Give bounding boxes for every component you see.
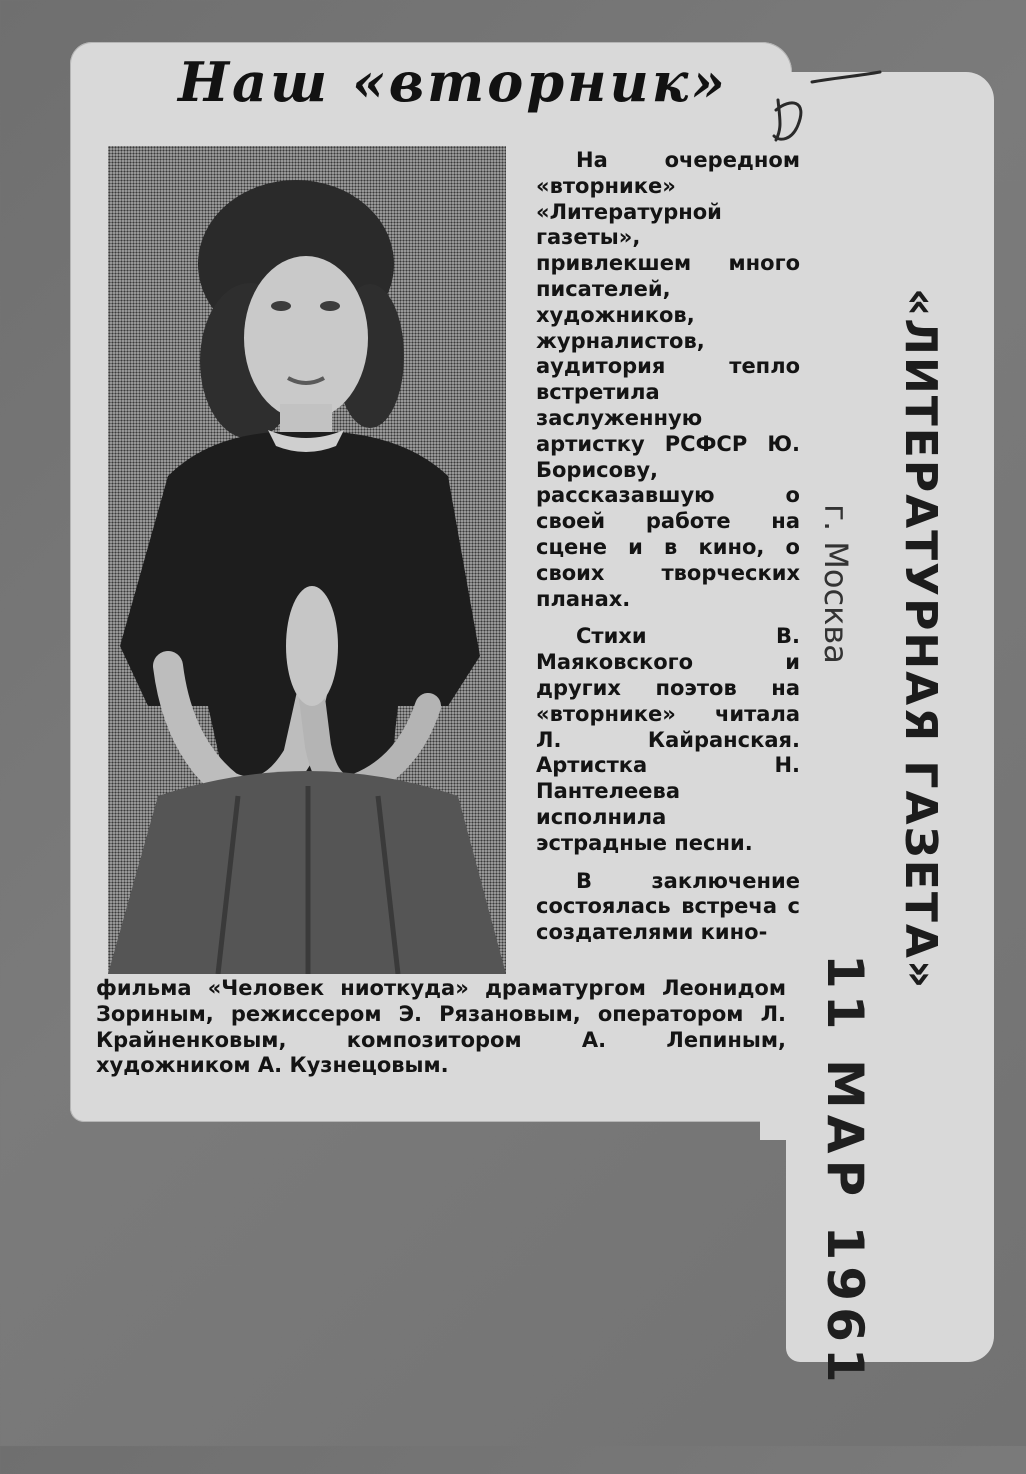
article-column [536, 148, 800, 958]
portrait-illustration [108, 146, 506, 974]
newspaper-stamp: «ЛИТЕРАТУРНАЯ ГАЗЕТА» [895, 288, 946, 991]
article-paragraph-1: На очередном «вторнике» «Литературной газеты», привлекшем много писателей, художников, журналистов, аудитория тепло встретила заслуженную артистку РСФСР Ю. Борисову, рассказавшую о своей работе на сцене и в кино, о своих творческих планах. [536, 148, 800, 611]
clipping-joint [760, 1080, 820, 1140]
article-paragraph-2: Стихи В. Маяковского и других поэтов на «вторнике» читала Л. Кайранская. Артистка Н. Пантелеева исполнила эстрадные песни. [536, 624, 800, 855]
article-paragraph-3: В заключение состоялась встреча с создателями кино- [536, 868, 800, 945]
article-headline: Наш «вторник» [178, 50, 728, 114]
handwritten-page-number [768, 70, 888, 160]
article-continuation: фильма «Человек ниоткуда» драматургом Леонидом Зориным, режиссером Э. Рязановым, оператором Л. Крайненковым, композитором А. Лепиным, художником А. Кузнецовым. [96, 976, 786, 1078]
date-stamp: 11 МАР 1961 [816, 954, 874, 1389]
portrait-photo [108, 146, 506, 974]
stamp-city: г. Москва [817, 504, 855, 664]
